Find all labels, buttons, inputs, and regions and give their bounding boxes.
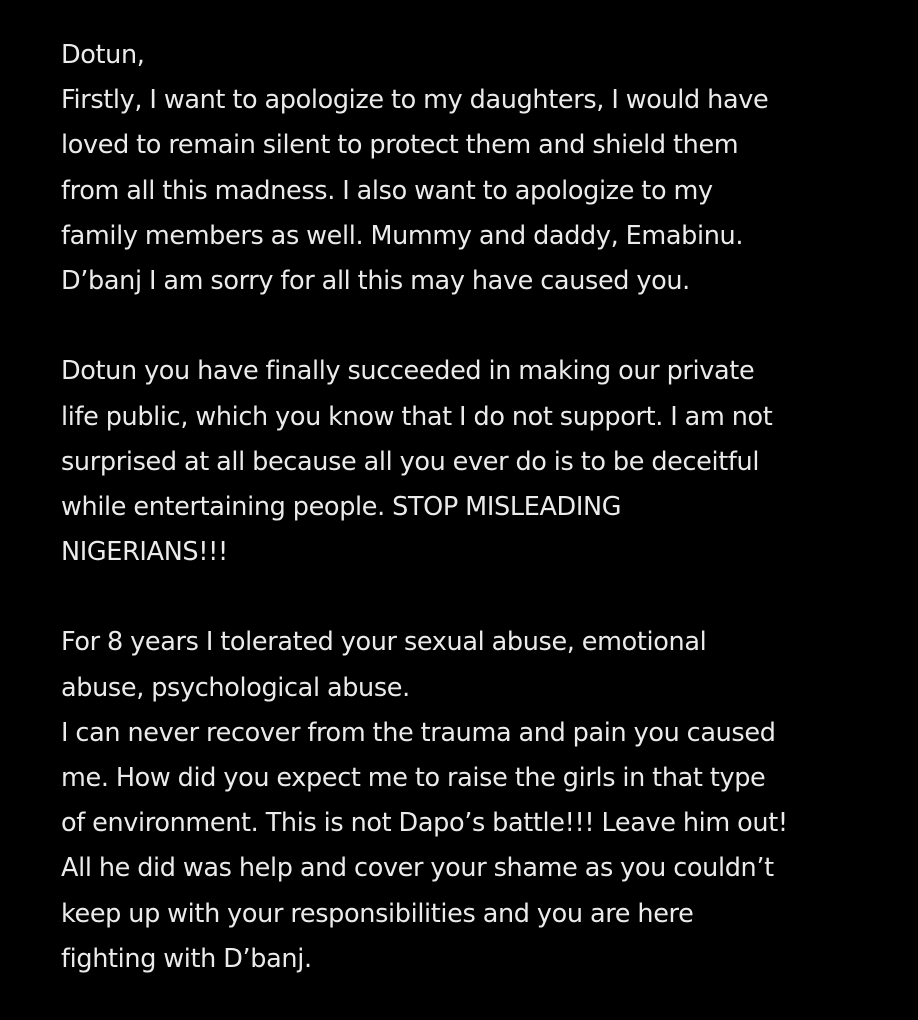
text-line: abuse, psychological abuse. [61,672,410,703]
text-line: life public, which you know that I do not support. I am not [61,401,773,432]
text-line: of environment. This is not Dapo’s battle!!! Leave him out! [61,808,788,839]
paragraph-spacer [61,304,891,349]
text-line: surprised at all because all you ever do is to be deceitful [61,446,760,477]
text-line: keep up with your responsibilities and you are here [61,898,694,929]
text-line: me. How did you expect me to raise the girls in that type [61,763,766,793]
paragraph-spacer [61,575,891,620]
text-line: NIGERIANS!!! [61,537,228,568]
text-line: All he did was help and cover your shame as you couldn’t [61,853,774,884]
text-line: D’banj I am sorry for all this may have caused you. [61,265,690,296]
text-line: Dotun, [61,40,145,70]
text-line: while entertaining people. STOP MISLEADING [61,491,622,522]
note-text [61,33,891,982]
text-line: family members as well. Mummy and daddy, Emabinu. [61,220,744,251]
text-line: from all this madness. I also want to apologize to my [61,175,713,206]
paragraph-greeting-apology [61,33,891,304]
text-line: Dotun you have finally succeeded in making our private [61,356,755,387]
text-line: I can never recover from the trauma and pain you caused [61,717,776,748]
text-line: For 8 years I tolerated your sexual abuse, emotional [61,627,707,658]
text-line: Firstly, I want to apologize to my daughters, I would have [61,85,769,116]
text-line: loved to remain silent to protect them and shield them [61,130,739,161]
paragraph-abuse [61,620,891,982]
paragraph-private-life [61,349,891,575]
text-line: fighting with D’banj. [61,943,312,974]
